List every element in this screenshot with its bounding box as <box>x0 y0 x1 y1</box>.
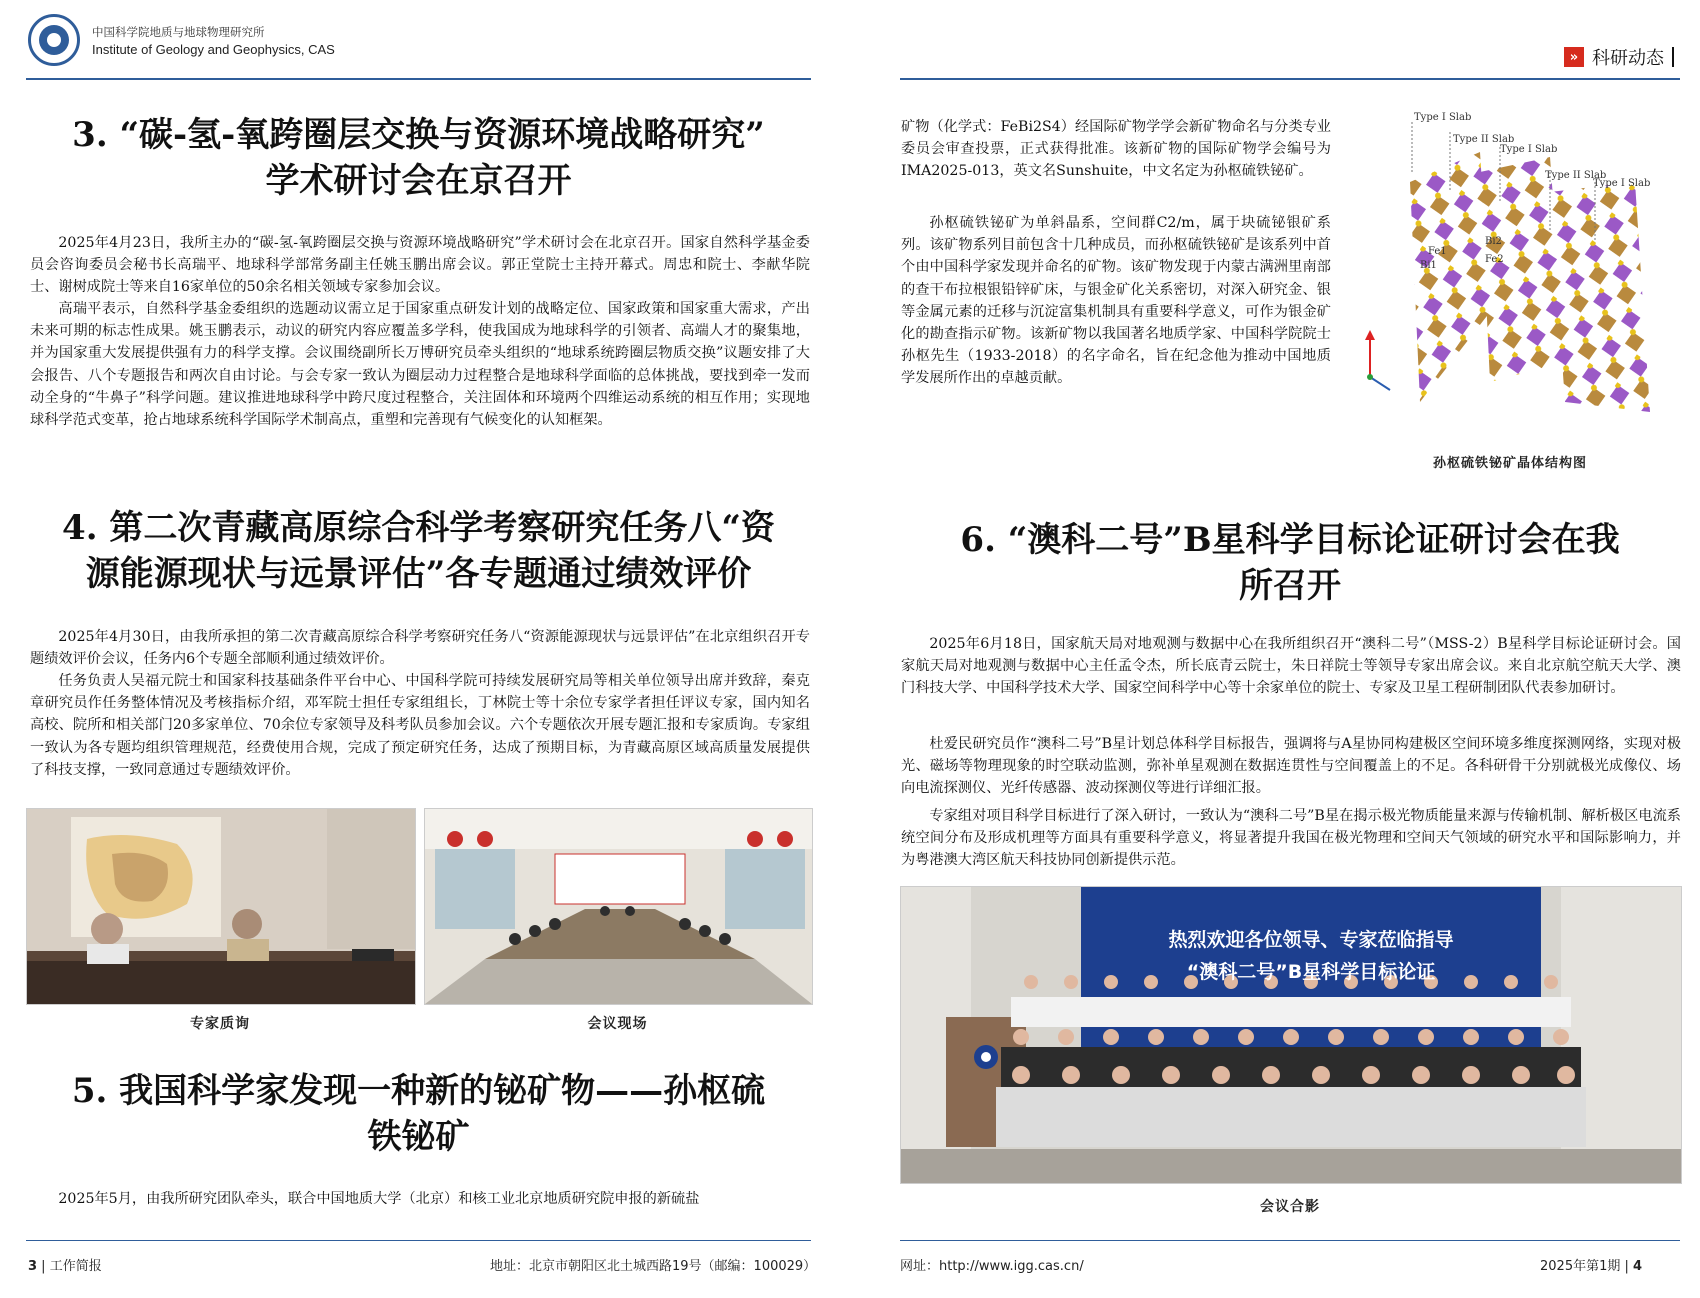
article6-paragraph-2: 杜爱民研究员作“澳科二号”B星计划总体科学目标报告，强调将与A星协同构建极区空间环境多维度探测网络，实现对极光、磁场等物理现象的时空联动监测，弥补单星观测在数据连贯性与空间覆盖上的不足。各科研骨干分别就极光成像仪、场向电流探测仪、光纤传感器、波动探测仪等进行详细汇报。 <box>901 736 1681 797</box>
fig-label-type1c: Type I Slab <box>1593 178 1651 189</box>
article3-title: 3. “碳-氢-氧跨圈层交换与资源环境战略研究” 学术研讨会在京召开 <box>72 115 765 201</box>
article5-paragraph-3: 孙枢硫铁铋矿为单斜晶系，空间群C2/m，属于块硫铋银矿系列。该矿物系列目前包含十几种成员，而孙枢硫铁铋矿是该系列中首个由中国科学家发现并命名的矿物。该矿物发现于内蒙古满洲里南部的查干布拉根银铅锌矿床，与银金矿化关系密切，对深入研究金、银等金属元素的迁移与沉淀富集机制具有重要科学意义，可作为银金矿化的勘查指示矿物。该新矿物以我国著名地质学家、中国科学院院士孙枢先生（1933-2018）的名字命名，旨在纪念他为推动中国地质学发展所作出的卓越贡献。 <box>901 215 1331 387</box>
footer-left-pagenum: 3 | 工作简报 <box>28 1259 102 1274</box>
article5-title: 5. 我国科学家发现一种新的铋矿物——孙枢硫 铁铋矿 <box>71 1071 766 1157</box>
fig-label-type2b: Type II Slab <box>1545 170 1607 181</box>
article4-paragraph-1: 2025年4月30日，由我所承担的第二次青藏高原综合科学考察研究任务八“资源能源现状与远景评估”在北京组织召开专题绩效评价会议，任务内6个专题全部顺利通过绩效评价。 <box>30 629 810 668</box>
fig-label-type2: Type II Slab <box>1453 134 1515 145</box>
crystal-structure-caption: 孙枢硫铁铋矿晶体结构图 <box>1432 456 1587 471</box>
article6-paragraph-3: 专家组对项目科学目标进行了深入研讨，一致认为“澳科二号”B星在揭示极光物质能量来源与传输机制、解析极区电流系统空间分布及形成机理等方面具有重要科学意义，将显著提升我国在极光物理和空间天气领域的研究水平和国际影响力，并为粤港澳大湾区航天科技协同创新提供示范。 <box>901 808 1681 869</box>
footer-address: 地址：北京市朝阳区北土城西路19号（邮编：100029） <box>490 1259 817 1274</box>
fig-label-bi1a: Bi1 <box>1420 260 1437 271</box>
fig-label-fe2: Fe2 <box>1485 254 1504 265</box>
caption-meeting-venue: 会议现场 <box>587 1016 648 1032</box>
fig-label-type1b: Type I Slab <box>1500 144 1558 155</box>
double-chevron-icon: » <box>1564 47 1584 67</box>
article3-paragraph-1: 2025年4月23日，我所主办的“碳-氢-氧跨圈层交换与资源环境战略研究”学术研讨会在北京召开。国家自然科学基金委员会咨询委员会秘书长高瑞平、地球科学部常务副主任姚玉鹏出席会议。郭正堂院士主持开幕式。周忠和院士、李献华院士、谢树成院士等来自16家单位的50余名相关领域专家参加会议。 <box>30 235 810 296</box>
article4-title: 4. 第二次青藏高原综合科学考察研究任务八“资 源能源现状与远景评估”各专题通过绩效评价 <box>62 508 775 594</box>
institute-name-cn: 中国科学院地质与地球物理研究所 <box>92 25 265 39</box>
banner-line-2: “澳科二号”B星科学目标论证 <box>1186 961 1436 983</box>
article4-paragraph-2: 任务负责人吴福元院士和国家科技基础条件平台中心、中国科学院可持续发展研究局等相关单位领导出席并致辞，秦克章研究员作任务整体情况及考核指标介绍，邓军院士担任专家组组长，丁林院士等十余位专家学者担任评议专家，国内知名高校、院所和相关部门20多家单位、70余位专家领导及科考队员参加会议。六个专题依次开展专题汇报和专家质询。专家组一致认为各专题均组织管理规范，经费使用合规，完成了预定研究任务，达成了预期目标，为青藏高原区域高质量发展提供了科技支撑，一致同意通过专题绩效评价。 <box>30 673 810 778</box>
article5-paragraph-1: 2025年5月，由我所研究团队牵头，联合中国地质大学（北京）和核工业北京地质研究院申报的新硫盐 <box>58 1191 700 1207</box>
fig-label-fe1: Fe1 <box>1428 246 1447 257</box>
footer-website: 网址：http://www.igg.cas.cn/ <box>900 1259 1084 1274</box>
expert-questioning-photo <box>26 808 416 1005</box>
fig-label-type1: Type I Slab <box>1414 112 1472 123</box>
fig-label-bi2: Bi2 <box>1485 236 1502 247</box>
group-photo <box>900 886 1682 1184</box>
article3-paragraph-2: 高瑞平表示，自然科学基金委组织的选题动议需立足于国家重点研发计划的战略定位、国家政策和国家重大需求，产出未来可期的标志性成果。姚玉鹏表示，动议的研究内容应覆盖多学科，使我国成为地球科学的引领者、高端人才的聚集地，并为国家重大发展提供强有力的科学支撑。会议围绕副所长万博研究员牵头组织的“地球系统跨圈层物质交换”议题安排了大会报告、八个专题报告和两次自由讨论。与会专家一致认为圈层动力过程整合是地球科学面临的总体挑战，要找到牵一发而动全身的“牛鼻子”科学问题。建议推进地球科学中跨尺度过程整合，关注固体和环境两个四维运动系统的相互作用；实现地球科学范式变革，抢占地球系统科学国际学术制高点，重塑和完善现有气候变化的认知框架。 <box>30 301 810 429</box>
article6-title: 6. “澳科二号”B星科学目标论证研讨会在我 所召开 <box>960 520 1620 606</box>
right-page <box>850 0 1700 1298</box>
footer-issue: 2025年第1期 | 4 <box>1540 1259 1643 1274</box>
institute-logo-icon <box>28 14 80 66</box>
section-title: 科研动态 <box>1592 48 1664 69</box>
article6-paragraph-1: 2025年6月18日，国家航天局对地观测与数据中心在我所组织召开“澳科二号”（MSS-2）B星科学目标论证研讨会。国家航天局对地观测与数据中心主任孟令杰，所长底青云院士，朱日祥院士等领导专家出席会议。来自北京航空航天大学、澳门科技大学、中国科学技术大学、国家空间科学中心等十余家单位的院士、专家及卫星工程研制团队代表参加研讨。 <box>901 636 1681 697</box>
footer-rule-right <box>900 1240 1680 1241</box>
header-rule-right <box>900 78 1680 80</box>
article5-paragraph-2: 矿物（化学式：FeBi2S4）经国际矿物学学会新矿物命名与分类专业委员会审查投票，正式获得批准。该新矿物的国际矿物学会编号为IMA2025-013，英文名Sunshuite，中文名定为孙枢硫铁铋矿。 <box>901 119 1331 180</box>
banner-line-1: 热烈欢迎各位领导、专家莅临指导 <box>1168 929 1454 951</box>
section-tag <box>1564 44 1674 70</box>
crystal-structure-figure <box>1350 112 1670 432</box>
caption-expert-questioning: 专家质询 <box>190 1016 250 1032</box>
institute-name-en: Institute of Geology and Geophysics, CAS <box>92 42 335 57</box>
section-divider <box>1672 47 1674 67</box>
header-rule <box>26 78 811 80</box>
group-photo-caption: 会议合影 <box>1260 1199 1320 1215</box>
meeting-venue-photo <box>424 808 813 1005</box>
footer-rule-left <box>26 1240 811 1241</box>
